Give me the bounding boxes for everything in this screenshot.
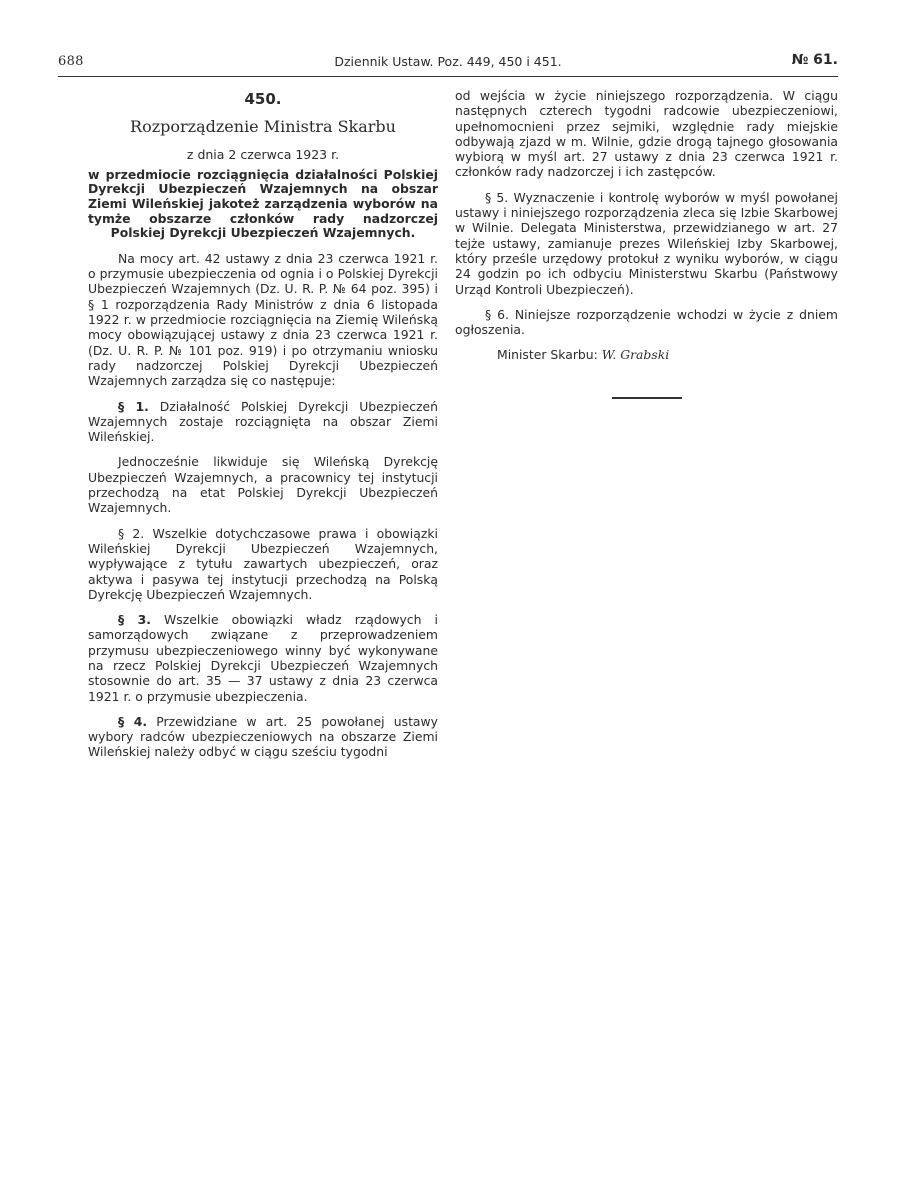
section-4 bbox=[88, 714, 438, 760]
act-subject: w przedmiocie rozciągnięcia działalności Polskiej Dyrekcji Ubezpieczeń Wzajemnych na obszar Ziemi Wileńskiej jakoteż zarządzenia wyborów na tymże obszarze członków rady nadzorczej Polskiej Dyrekcji Ubezpieczeń Wzajemnych. bbox=[88, 166, 438, 241]
left-column bbox=[88, 88, 438, 770]
section-6 bbox=[455, 307, 838, 338]
act-date: z dnia 2 czerwca 1923 r. bbox=[186, 146, 340, 162]
publication-title: Dziennik Ustaw. Poz. 449, 450 i 451. bbox=[334, 54, 562, 69]
act-number: 450. bbox=[244, 90, 282, 108]
section-4-continued: od wejścia w życie niniejszego rozporządzenia. W ciągu następnych czterech tygodni radcowie ubezpieczeniowi, upełnomocnieni przez sejmiki, względnie rady miejskie odbywają zjazd w m. Wilnie, gdzie drogą tajnego głosowania wybiorą w myśl art. 27 ustawy z dnia 23 czerwca 1921 r. członków rady nadzorczej i ich zastępców. bbox=[455, 88, 838, 180]
section-text: Przewidziane w art. 25 powołanej ustawy wybory radców ubezpieczeniowych na obszarze Ziemi Wileńskiej należy odbyć w ciągu sześciu tygodni bbox=[88, 713, 438, 760]
header-rule bbox=[58, 76, 838, 77]
section-text: Wyznaczenie i kontrolę wyborów w myśl powołanej ustawy i niniejszego rozporządzenia zleca się Izbie Skarbowej w Wilnie. Delegata Ministerstwa, przewidzianego w art. 27 tejże ustawy, zamianuje prezes Wileńskiej Izby Skarbowej, który prześle urzędowy protokuł z wyniku wyborów, w ciągu 24 godzin po ich odbyciu Ministerstwu Skarbu (Państwowy Urząd Kontroli Ubezpieczeń). bbox=[455, 189, 838, 297]
end-rule bbox=[612, 397, 682, 399]
act-title: Rozporządzenie Ministra Skarbu bbox=[130, 117, 396, 137]
section-text: Działalność Polskiej Dyrekcji Ubezpieczeń Wzajemnych zostaje rozciągnięta na obszar Ziemi Wileńskiej. bbox=[88, 398, 438, 445]
issue-number: № 61. bbox=[791, 52, 838, 68]
section-1-paragraph-2: Jednocześnie likwiduje się Wileńską Dyrekcję Ubezpieczeń Wzajemnych, a pracownicy tej instytucji przechodzą na etat Polskiej Dyrekcji Ubezpieczeń Wzajemnych. bbox=[88, 454, 438, 516]
section-label: § 5. bbox=[485, 189, 509, 205]
page-header bbox=[58, 52, 838, 74]
section-label: § 3. bbox=[118, 612, 151, 628]
right-column bbox=[455, 88, 838, 399]
section-3 bbox=[88, 612, 438, 704]
section-label: § 1. bbox=[118, 398, 149, 414]
page-number: 688 bbox=[58, 54, 84, 69]
section-text: Niniejsze rozporządzenie wchodzi w życie z dniem ogłoszenia. bbox=[455, 306, 838, 338]
section-label: § 2. bbox=[118, 525, 145, 541]
section-1 bbox=[88, 399, 438, 445]
section-2 bbox=[88, 526, 438, 602]
section-label: § 4. bbox=[118, 713, 148, 729]
section-text: Wszelkie obowiązki władz rządowych i samorządowych związane z przeprowadzeniem przymusu ubezpieczeniowego winny być wykonywane na rzecz Polskiej Dyrekcji Ubezpieczeń Wzajemnych stosownie do art. 35 — 37 ustawy z dnia 23 czerwca 1921 r. o przymusie ubezpieczenia. bbox=[88, 612, 438, 704]
section-text: Wszelkie dotychczasowe prawa i obowiązki Wileńskiej Dyrekcji Ubezpieczeń Wzajemnych, wypływające z tytułu zawartych ubezpieczeń, oraz aktywa i pasywa tej instytucji przechodzą na Polską Dyrekcję Ubezpieczeń Wzajemnych. bbox=[88, 525, 438, 602]
section-label: § 6. bbox=[485, 306, 509, 322]
signature-name: W. Grabski bbox=[601, 347, 670, 363]
section-5 bbox=[455, 190, 838, 297]
signature bbox=[497, 347, 838, 362]
preamble: Na mocy art. 42 ustawy z dnia 23 czerwca 1921 r. o przymusie ubezpieczenia od ognia i o Polskiej Dyrekcji Ubezpieczeń Wzajemnych (Dz. U. R. P. № 64 poz. 395) i § 1 rozporządzenia Rady Ministrów z dnia 6 listopada 1922 r. w przedmiocie rozciągnięcia na Ziemię Wileńską mocy obowiązującej ustawy z dnia 23 czerwca 1921 r. (Dz. U. R. P. № 101 poz. 919) i po otrzymaniu wniosku rady nadzorczej Polskiej Dyrekcji Ubezpieczeń Wzajemnych zarządza się co następuje: bbox=[88, 250, 438, 389]
signature-role: Minister Skarbu: bbox=[497, 347, 598, 363]
